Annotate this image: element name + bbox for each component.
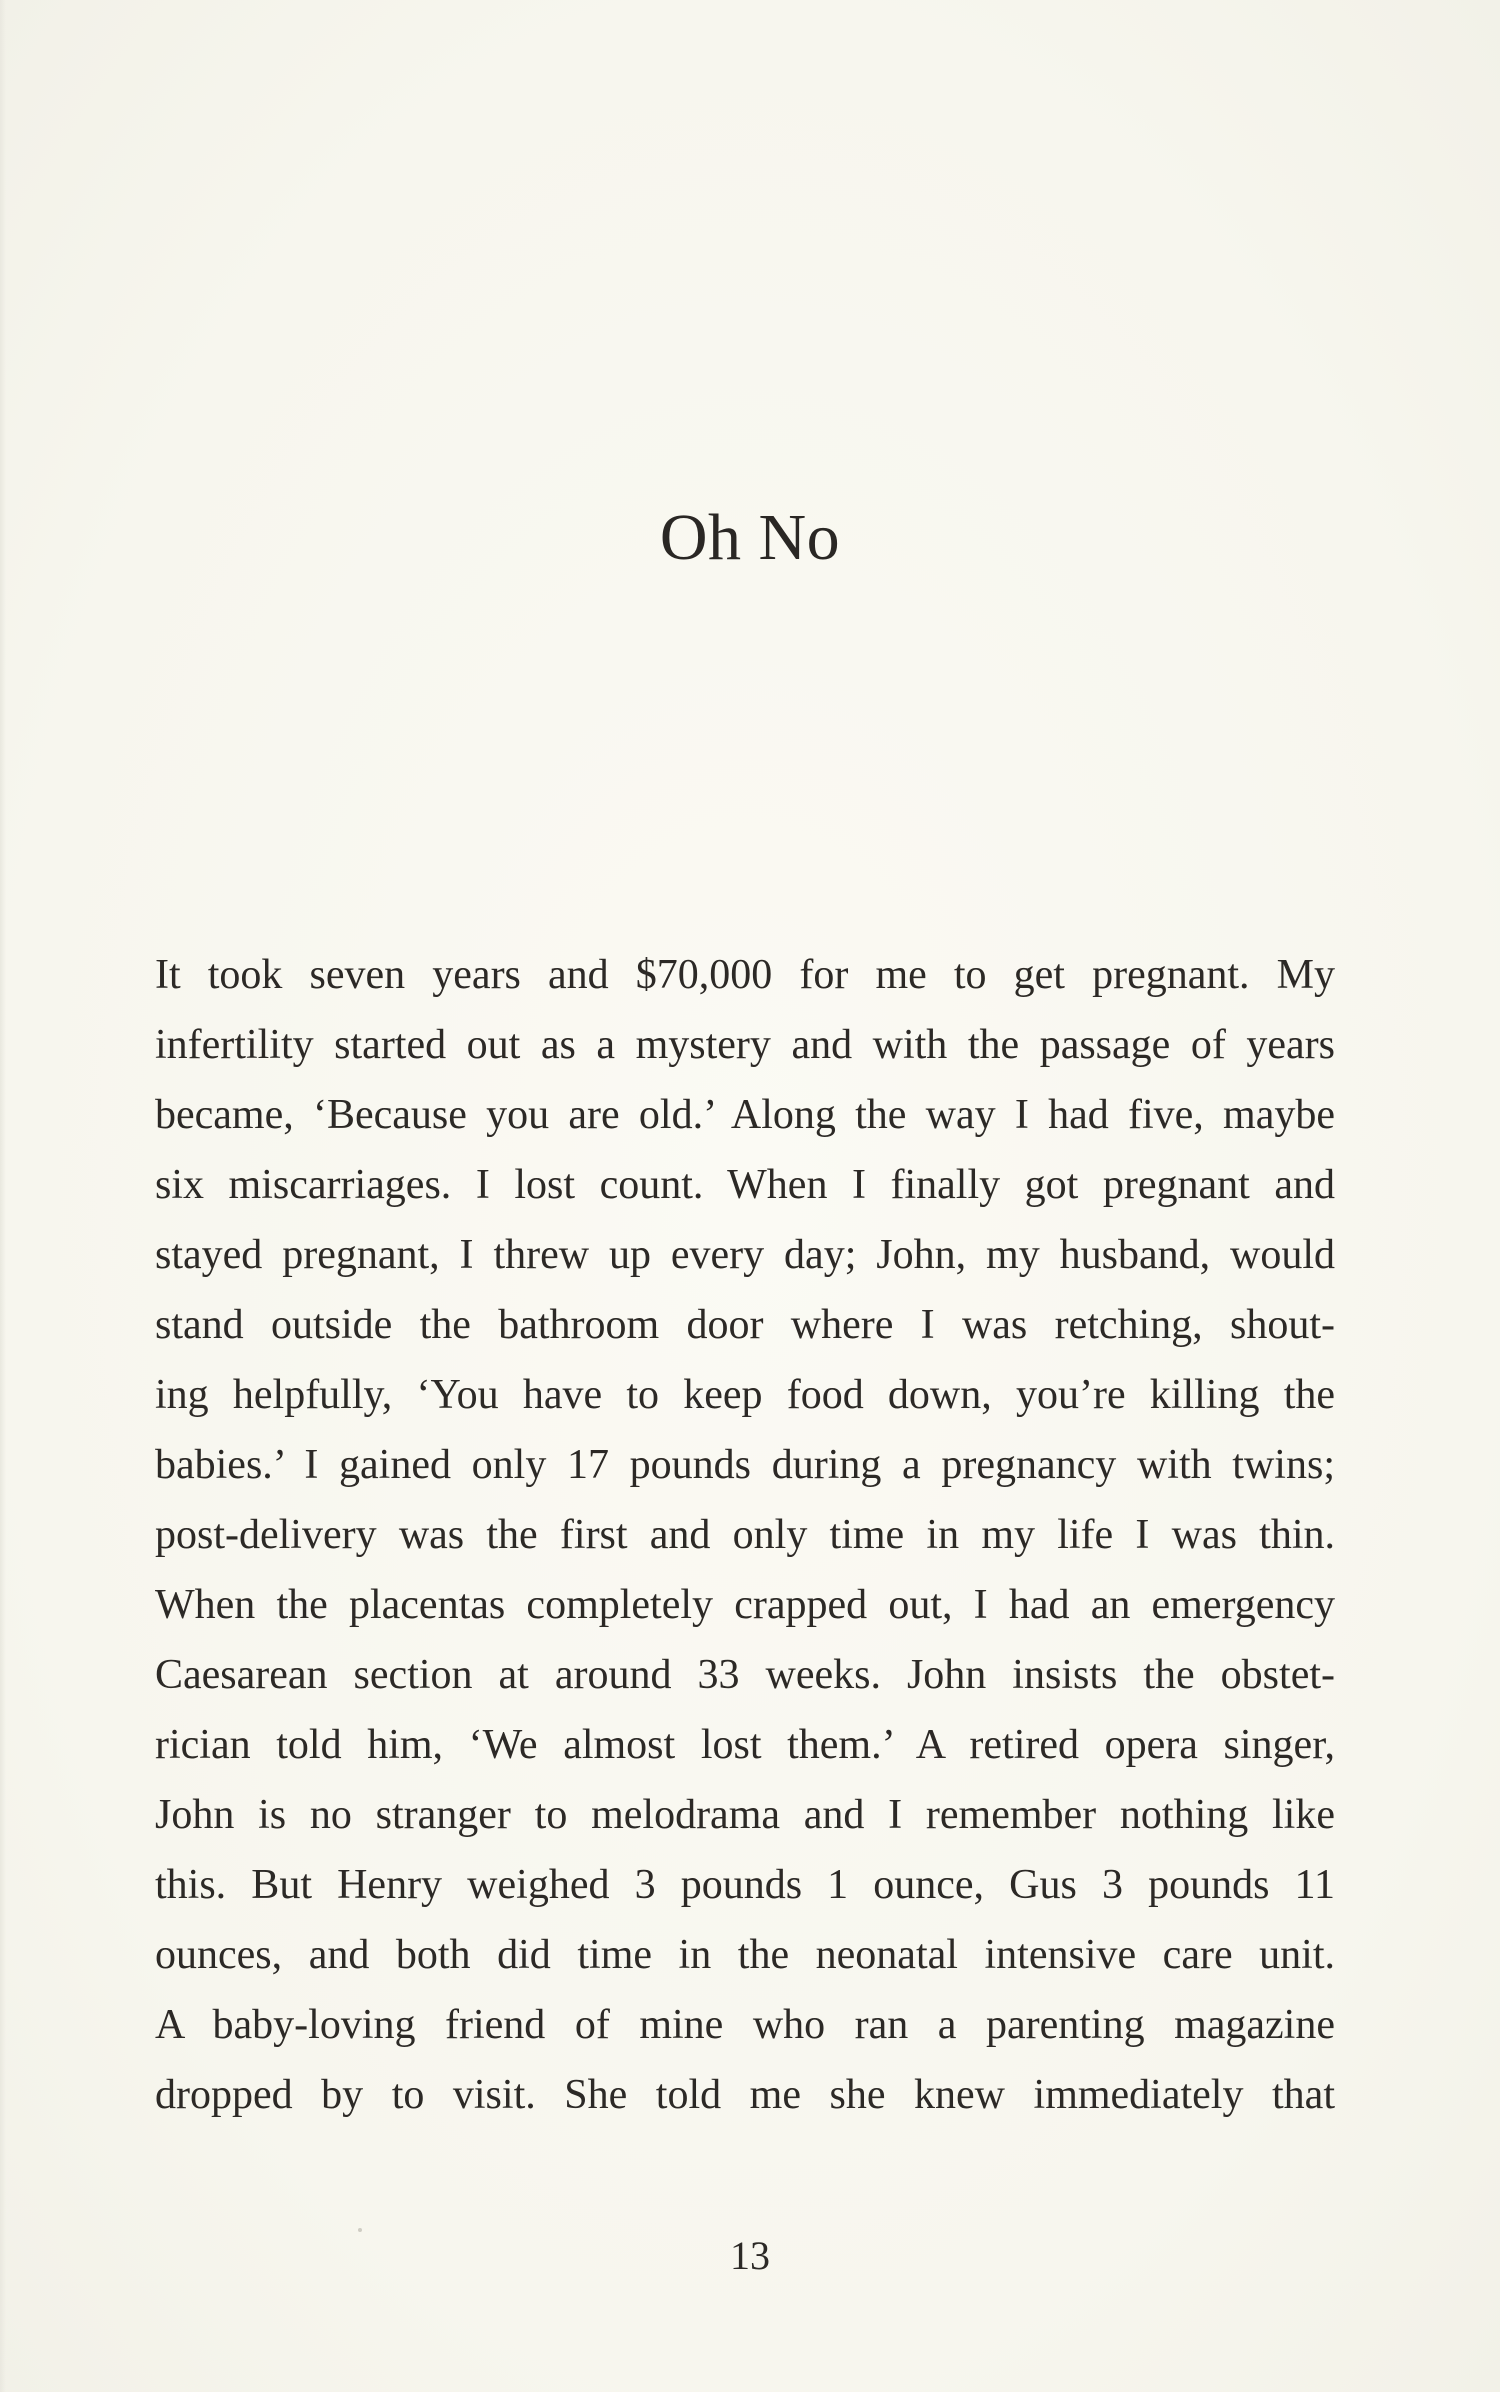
chapter-title: Oh No bbox=[659, 501, 841, 574]
text-line: ing helpfully, ‘You have to keep food down, you’re killing the bbox=[155, 1372, 1335, 1418]
text-line: It took seven years and $70,000 for me to get pregnant. My bbox=[155, 952, 1335, 998]
text-line: stand outside the bathroom door where I was retching, shout- bbox=[155, 1302, 1335, 1348]
text-line: A baby-loving friend of mine who ran a parenting magazine bbox=[155, 2002, 1335, 2048]
text-line: When the placentas completely crapped out, I had an emergency bbox=[155, 1582, 1335, 1628]
text-line: infertility started out as a mystery and with the passage of years bbox=[155, 1022, 1335, 1068]
text-line: Caesarean section at around 33 weeks. John insists the obstet- bbox=[155, 1652, 1335, 1698]
text-line: dropped by to visit. She told me she knew immediately that bbox=[155, 2072, 1335, 2118]
text-line: became, ‘Because you are old.’ Along the way I had five, maybe bbox=[155, 1092, 1335, 1138]
text-line: six miscarriages. I lost count. When I finally got pregnant and bbox=[155, 1162, 1335, 1208]
page-number: 13 bbox=[730, 2233, 770, 2278]
text-line: this. But Henry weighed 3 pounds 1 ounce, Gus 3 pounds 11 bbox=[155, 1862, 1335, 1908]
text-line: ounces, and both did time in the neonatal intensive care unit. bbox=[155, 1932, 1335, 1978]
text-line: babies.’ I gained only 17 pounds during a pregnancy with twins; bbox=[155, 1442, 1335, 1488]
page-gutter-shadow bbox=[0, 0, 6, 2392]
body-paragraph bbox=[155, 940, 1335, 2130]
text-line: post-delivery was the first and only time in my life I was thin. bbox=[155, 1512, 1335, 1558]
text-line: rician told him, ‘We almost lost them.’ A retired opera singer, bbox=[155, 1722, 1335, 1768]
text-line: John is no stranger to melodrama and I remember nothing like bbox=[155, 1792, 1335, 1838]
text-line: stayed pregnant, I threw up every day; John, my husband, would bbox=[155, 1232, 1335, 1278]
